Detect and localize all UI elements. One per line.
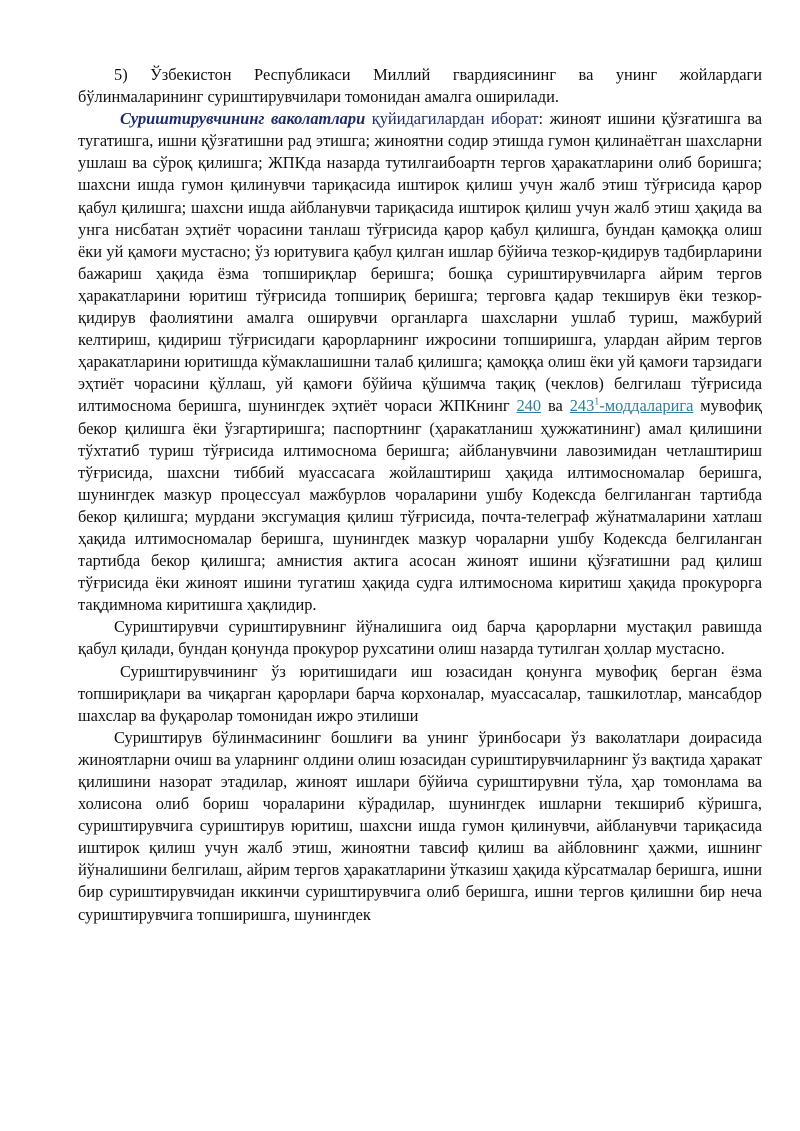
article-243-superscript: 1 [594, 396, 600, 408]
powers-text-part-c: мувофиқ бекор қилишга ёки ўзгартиришга; паспортнинг (ҳаракатланиш ҳужжатининг) амал қилишини тўхтатиб туриш тўғрисида илтимоснома беришга; айбланувчини лавозимидан четлаштириш тўғрисида, шахсни тиббий муассасага жойлаштириш ҳақида илтимосномалар беришга, шунингдек мазкур процессуал мажбурлов чораларини ушбу Кодексда белгиланган тартибда бекор қилишга; мурдани эксгумация қилиш тўғрисида, почта-телеграф жўнатмаларини хатлаш ҳақида илтимосномалар беришга, шунингдек мазкур чораларни ушбу Кодексда белгиланган тартибда бекор қилишга; амнистия актига асосан жиноят ишини қўзғатишни рад қилиш тўғрисида ёки жиноят ишини тугатиш ҳақида судга илтимоснома киритиш ҳақида прокурорга тақдимнома киритишга ҳақлидир. [78, 396, 763, 615]
paragraph-unit-head-duties: Суриштирув бўлинмасининг бошлиғи ва унинг ўринбосари ўз ваколатлари доирасида жиноятларни очиш ва уларнинг олдини олиш юзасидан суриштирувчиларнинг ўз вақтида ҳаракат қилишини назорат этадилар, жиноят ишлари бўйича суриштирувни тўла, ҳар томонлама ва холисона олиб бориш чораларини кўрадилар, шунингдек ишларни текшириб кўришга, суриштирувчига суриштирув юритиш, шахсни ишда гумон қилинувчи, айбланувчи тариқасида иштирок қилиш учун жалб этиш, жиноятни тавсиф қилиш ва айбловнинг ҳажми, ишнинг йўналишини белгилаш, айрим тергов ҳаракатларини ўтказиш ҳақида кўрсатмалар беришга, ишни бир суриштирувчидан иккинчи суриштирувчига олиб беришга, ишни тергов қилишни бир неча суриштирувчига топширишга, шунингдек [78, 727, 762, 924]
term-consists-of: қуйидагилардан иборат [365, 109, 539, 129]
powers-text-and: ва [541, 396, 570, 416]
powers-text-part-a: : жиноят ишини қўзғатишга ва тугатишга, ишни қўзғатишни рад этишга; жиноятни содир этишда гумон қилинаётган шахсларни ушлаш ва сўроқ қилишга; ЖПКда назарда тутилгаибоартн тергов ҳаракатларини олиб боришга; шахсни ишда гумон қилинувчи тариқасида иштирок қилиш учун жалб этиш тўғрисида қарор қабул қилишга; шахсни ишда айбланувчи тариқасида иштирок қилиш учун жалб этиш ҳақида ва унга нисбатан эҳтиёт чорасини танлаш тўғрисида қарор қабул қилишга, бундан қамоққа олиш ёки уй қамоғи мустасно; ўз юритувига қабул қилган ишлар бўйича тезкор-қидирув тадбирларини бажариш ҳақида ёзма топшириқлар беришга; бошқа суриштирувчиларга айрим тергов ҳаракатларини юритиш тўғрисида топшириқ беришга; терговга қадар текширув ёки тезкор-қидирув фаолиятини амалга оширувчи органларга шахсларни ушлаб туриш, мажбурий келтириш, қидириш тўғрисидаги қарорларнинг ижросини топширишга, улардан айрим тергов ҳаракатларини юритишда кўмаклашишни талаб қилишга; қамоққа олиш ёки уй қамоғи тарзидаги эҳтиёт чорасини қўллаш, уй қамоғи бўйича қўшимча тақиқ (чеклов) белгилаш тўғрисида илтимоснома беришга, шунингдек эҳтиёт чораси ЖПКнинг [78, 109, 763, 416]
article-243-number: 243 [569, 396, 595, 416]
article-243-suffix: -моддаларига [599, 396, 694, 416]
paragraph-investigator-powers [78, 108, 762, 616]
paragraph-independent-decisions: Суриштирувчи суриштирувнинг йўналишига оид барча қарорларни мустақил равишда қабул қилади, бундан қонунда прокурор рухсатини олиш назарда тутилган ҳоллар мустасно. [78, 617, 762, 659]
paragraph-written-instructions: Суриштирувчининг ўз юритишидаги иш юзасидан қонунга мувофиқ берган ёзма топшириқлари ва чиқарган қарорлари барча корхоналар, муассасалар, ташкилотлар, мансабдор шахслар ва фуқаролар томонидан ижро этилиши [78, 661, 762, 725]
article-240-link[interactable]: 240 [516, 396, 542, 416]
article-243-1-link[interactable] [570, 396, 694, 415]
term-investigator-powers: Суриштирувчининг ваколатлари [120, 109, 366, 129]
paragraph-item-5: 5) Ўзбекистон Республикаси Миллий гвардиясининг ва унинг жойлардаги бўлинмаларининг суриштирувчилари томонидан амалга оширилади. [78, 65, 762, 107]
